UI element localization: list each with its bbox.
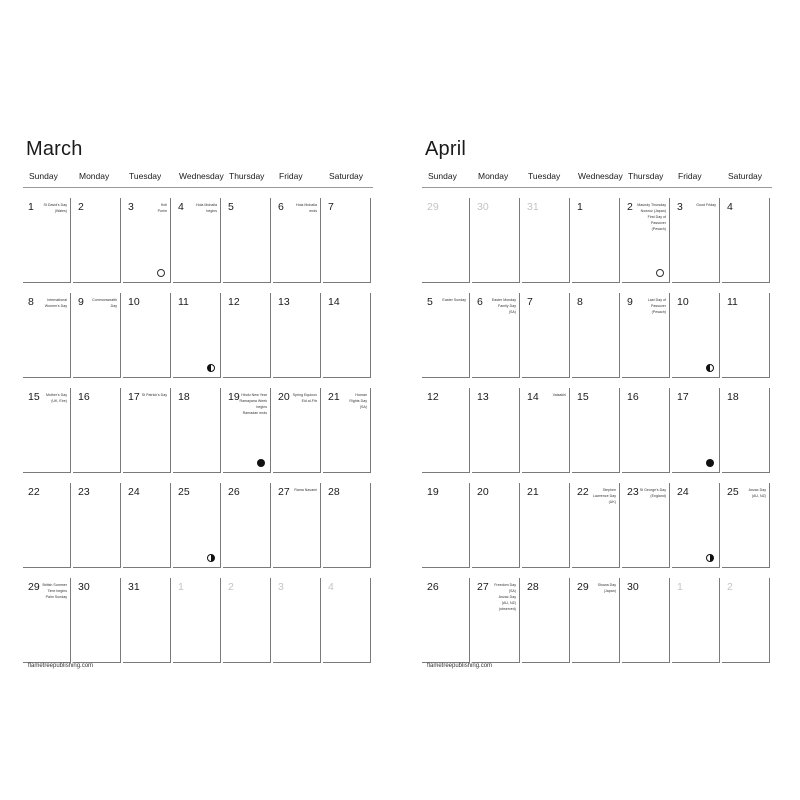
day-number: 29: [28, 581, 40, 593]
day-number: 18: [727, 391, 739, 403]
day-number: 21: [328, 391, 340, 403]
day-cell[interactable]: [722, 293, 770, 378]
month-title: April: [425, 138, 467, 160]
day-cell[interactable]: [672, 388, 720, 473]
event-label: Eid al-Fitr: [301, 398, 317, 403]
event-label: Passover: [651, 220, 666, 225]
last-moon-icon: [706, 364, 714, 372]
day-cell[interactable]: [323, 293, 371, 378]
day-number: 7: [328, 201, 334, 213]
day-number: 29: [427, 201, 439, 213]
day-number: 16: [78, 391, 90, 403]
event-label: (SA): [508, 588, 516, 593]
day-cell[interactable]: [622, 578, 670, 663]
day-cell[interactable]: [323, 388, 371, 473]
day-cell[interactable]: [522, 578, 570, 663]
event-label: Time begins: [47, 588, 67, 593]
day-events: [634, 203, 666, 233]
publisher-footer: flametreepublishing.com: [28, 663, 94, 669]
day-number: 1: [677, 581, 683, 593]
day-cell[interactable]: [23, 483, 71, 568]
day-cell[interactable]: [722, 198, 770, 283]
month-title: March: [26, 138, 83, 160]
event-label: begins: [256, 404, 267, 409]
day-cell[interactable]: [622, 198, 670, 283]
day-cell[interactable]: [422, 388, 470, 473]
day-number: 8: [577, 296, 583, 308]
event-label: Human: [355, 393, 367, 397]
day-number: 20: [477, 486, 489, 498]
day-number: 25: [178, 486, 190, 498]
day-number: 24: [677, 486, 689, 498]
day-cell[interactable]: [73, 198, 121, 283]
day-number: 1: [28, 201, 34, 213]
first-moon-icon: [207, 554, 215, 562]
day-events: [484, 583, 516, 613]
day-cell[interactable]: [672, 293, 720, 378]
day-number: 17: [677, 391, 689, 403]
day-number: 31: [128, 581, 140, 593]
event-label: Rights Day: [349, 398, 367, 403]
day-number: 13: [278, 296, 290, 308]
day-cell[interactable]: [572, 198, 620, 283]
event-label: (SA): [508, 309, 516, 314]
day-events: [684, 203, 716, 209]
day-number: 18: [178, 391, 190, 403]
day-number: 12: [228, 296, 240, 308]
day-number: 5: [228, 201, 234, 213]
day-number: 23: [627, 486, 639, 498]
day-cell[interactable]: [123, 578, 171, 663]
day-events: [35, 203, 67, 215]
day-cell[interactable]: [323, 198, 371, 283]
weekday-saturday: Saturday: [323, 170, 373, 188]
weekday-sunday: Sunday: [23, 170, 73, 188]
event-label: begins: [206, 208, 217, 213]
day-cell[interactable]: [722, 578, 770, 663]
day-cell[interactable]: [23, 293, 71, 378]
day-events: [235, 393, 267, 417]
full-moon-icon: [656, 269, 664, 277]
day-events: [285, 393, 317, 405]
day-cell[interactable]: [273, 388, 321, 473]
event-label: Anzac Day: [748, 488, 766, 492]
event-label: Mother's Day: [45, 393, 67, 397]
day-events: [484, 298, 516, 316]
day-events: [584, 583, 616, 595]
day-number: 6: [477, 296, 483, 308]
event-label: (UK, Eire): [51, 398, 67, 403]
event-label: Showa Day: [597, 583, 616, 587]
day-cell[interactable]: [223, 578, 271, 663]
day-cell[interactable]: [522, 293, 570, 378]
event-label: Hindu New Year: [241, 393, 267, 397]
day-events: [434, 298, 466, 304]
event-label: ends: [309, 208, 317, 213]
event-label: Anzac Day: [498, 594, 516, 599]
day-number: 2: [627, 201, 633, 213]
event-label: (observed): [498, 606, 516, 611]
event-label: Palm Sunday: [45, 594, 67, 599]
day-events: [285, 488, 317, 494]
day-cell[interactable]: [73, 293, 121, 378]
day-number: 29: [577, 581, 589, 593]
day-number: 22: [577, 486, 589, 498]
event-label: St David's Day: [43, 203, 67, 207]
day-number: 4: [178, 201, 184, 213]
event-label: First Day of: [647, 214, 666, 219]
calendar-page-april: [421, 0, 781, 800]
day-cell[interactable]: [472, 578, 520, 663]
event-label: St George's Day: [639, 488, 666, 492]
day-events: [85, 298, 117, 310]
day-cell[interactable]: [422, 483, 470, 568]
event-label: Purim: [157, 208, 167, 213]
day-cell[interactable]: [23, 198, 71, 283]
day-cell[interactable]: [223, 293, 271, 378]
weekday-monday: Monday: [472, 170, 522, 188]
day-cell[interactable]: [522, 483, 570, 568]
event-label: Day: [110, 303, 117, 308]
event-label: (SA): [359, 404, 367, 409]
event-label: (Pesach): [651, 309, 666, 314]
event-label: (AU, NZ): [751, 493, 766, 498]
day-number: 1: [577, 201, 583, 213]
event-label: St Patrick's Day: [141, 393, 167, 397]
weekday-sunday: Sunday: [422, 170, 472, 188]
day-number: 5: [427, 296, 433, 308]
publisher-footer: flametreepublishing.com: [427, 663, 493, 669]
day-number: 22: [28, 486, 40, 498]
day-number: 26: [427, 581, 439, 593]
day-cell[interactable]: [173, 578, 221, 663]
new-moon-icon: [706, 459, 714, 467]
event-label: Hola Mohalla: [296, 203, 317, 207]
day-events: [35, 393, 67, 405]
day-cell[interactable]: [522, 388, 570, 473]
day-number: 14: [527, 391, 539, 403]
day-cell[interactable]: [622, 483, 670, 568]
day-number: 6: [278, 201, 284, 213]
day-number: 19: [228, 391, 240, 403]
day-events: [35, 298, 67, 310]
event-label: Easter Sunday: [442, 298, 466, 302]
weekday-friday: Friday: [672, 170, 722, 188]
day-number: 13: [477, 391, 489, 403]
day-events: [135, 203, 167, 215]
day-number: 28: [527, 581, 539, 593]
day-number: 2: [228, 581, 234, 593]
day-cell[interactable]: [173, 198, 221, 283]
weekday-wednesday: Wednesday: [572, 170, 622, 188]
day-cell[interactable]: [522, 198, 570, 283]
day-events: [185, 203, 217, 215]
weekday-thursday: Thursday: [622, 170, 672, 188]
weekday-thursday: Thursday: [223, 170, 273, 188]
day-number: 30: [477, 201, 489, 213]
day-number: 27: [477, 581, 489, 593]
month-grid: [22, 198, 382, 658]
day-cell[interactable]: [273, 578, 321, 663]
day-cell[interactable]: [572, 578, 620, 663]
event-label: Family Day: [498, 303, 516, 308]
day-number: 2: [78, 201, 84, 213]
day-number: 19: [427, 486, 439, 498]
day-number: 26: [228, 486, 240, 498]
calendar-page-march: [22, 0, 382, 800]
day-number: 10: [677, 296, 689, 308]
weekday-header: [22, 170, 382, 188]
event-label: Freedom Day: [494, 583, 516, 587]
event-label: Women's Day: [44, 303, 67, 308]
day-number: 10: [128, 296, 140, 308]
day-events: [534, 393, 566, 399]
day-number: 20: [278, 391, 290, 403]
day-number: 1: [178, 581, 184, 593]
day-events: [135, 393, 167, 399]
event-label: Maundy Thursday: [637, 203, 666, 207]
event-label: Spring Equinox: [292, 393, 317, 397]
day-cell[interactable]: [123, 388, 171, 473]
day-cell[interactable]: [223, 483, 271, 568]
day-cell[interactable]: [722, 483, 770, 568]
day-cell[interactable]: [273, 293, 321, 378]
month-grid: [421, 198, 781, 658]
weekday-saturday: Saturday: [722, 170, 772, 188]
last-moon-icon: [207, 364, 215, 372]
day-cell[interactable]: [223, 198, 271, 283]
event-label: (UK): [608, 499, 616, 504]
day-cell[interactable]: [23, 388, 71, 473]
event-label: Stephen: [602, 488, 616, 492]
day-number: 3: [278, 581, 284, 593]
day-events: [335, 393, 367, 411]
day-cell[interactable]: [323, 578, 371, 663]
day-cell[interactable]: [422, 198, 470, 283]
day-cell[interactable]: [123, 293, 171, 378]
day-events: [634, 298, 666, 316]
event-label: British Summer: [42, 583, 67, 587]
day-cell[interactable]: [173, 293, 221, 378]
day-number: 14: [328, 296, 340, 308]
event-label: (Wales): [54, 208, 67, 213]
event-label: Easter Monday: [491, 298, 516, 302]
day-cell[interactable]: [73, 578, 121, 663]
day-cell[interactable]: [223, 388, 271, 473]
day-cell[interactable]: [672, 578, 720, 663]
event-label: Passover: [651, 303, 666, 308]
day-cell[interactable]: [273, 198, 321, 283]
day-cell[interactable]: [73, 388, 121, 473]
event-label: (Pesach): [651, 226, 666, 231]
day-cell[interactable]: [672, 198, 720, 283]
day-number: 27: [278, 486, 290, 498]
day-number: 28: [328, 486, 340, 498]
event-label: Last Day of: [647, 298, 666, 302]
event-label: Lawrence Day: [593, 493, 616, 498]
event-label: International: [47, 298, 67, 302]
day-number: 4: [727, 201, 733, 213]
weekday-wednesday: Wednesday: [173, 170, 223, 188]
day-number: 4: [328, 581, 334, 593]
event-label: Good Friday: [696, 203, 716, 207]
day-number: 17: [128, 391, 140, 403]
day-number: 15: [28, 391, 40, 403]
day-cell[interactable]: [23, 578, 71, 663]
day-events: [734, 488, 766, 500]
event-label: Rama Navami: [294, 488, 317, 492]
day-number: 12: [427, 391, 439, 403]
weekday-tuesday: Tuesday: [123, 170, 173, 188]
event-label: (AU, NZ): [501, 600, 516, 605]
day-number: 8: [28, 296, 34, 308]
day-events: [634, 488, 666, 500]
day-cell[interactable]: [422, 578, 470, 663]
day-number: 9: [78, 296, 84, 308]
weekday-friday: Friday: [273, 170, 323, 188]
day-cell[interactable]: [672, 483, 720, 568]
weekday-header: [421, 170, 781, 188]
event-label: (Japan): [603, 588, 616, 593]
day-number: 2: [727, 581, 733, 593]
day-cell[interactable]: [273, 483, 321, 568]
event-label: Holi: [160, 203, 167, 207]
day-number: 11: [727, 296, 738, 308]
day-number: 15: [577, 391, 589, 403]
day-cell[interactable]: [323, 483, 371, 568]
event-label: Vaisakhi: [552, 393, 566, 397]
weekday-tuesday: Tuesday: [522, 170, 572, 188]
day-cell[interactable]: [472, 198, 520, 283]
day-number: 11: [178, 296, 189, 308]
full-moon-icon: [157, 269, 165, 277]
day-number: 21: [527, 486, 539, 498]
day-number: 31: [527, 201, 539, 213]
day-number: 7: [527, 296, 533, 308]
day-number: 16: [627, 391, 639, 403]
day-number: 24: [128, 486, 140, 498]
first-moon-icon: [706, 554, 714, 562]
day-events: [584, 488, 616, 506]
day-cell[interactable]: [722, 388, 770, 473]
day-number: 30: [627, 581, 639, 593]
day-number: 9: [627, 296, 633, 308]
day-cell[interactable]: [422, 293, 470, 378]
event-label: Nowruz (Japan): [640, 208, 666, 213]
event-label: Ramadan ends: [242, 410, 267, 415]
day-cell[interactable]: [572, 483, 620, 568]
day-number: 23: [78, 486, 90, 498]
day-cell[interactable]: [173, 483, 221, 568]
event-label: Ramayana Week: [239, 398, 267, 403]
day-cell[interactable]: [123, 198, 171, 283]
day-cell[interactable]: [472, 293, 520, 378]
event-label: Hola Mohalla: [196, 203, 217, 207]
weekday-monday: Monday: [73, 170, 123, 188]
day-cell[interactable]: [472, 483, 520, 568]
new-moon-icon: [257, 459, 265, 467]
day-events: [35, 583, 67, 601]
day-cell[interactable]: [622, 293, 670, 378]
event-label: (England): [650, 493, 666, 498]
day-cell[interactable]: [622, 388, 670, 473]
day-cell[interactable]: [73, 483, 121, 568]
day-cell[interactable]: [572, 293, 620, 378]
day-cell[interactable]: [472, 388, 520, 473]
day-number: 3: [128, 201, 134, 213]
day-cell[interactable]: [123, 483, 171, 568]
day-number: 30: [78, 581, 90, 593]
day-cell[interactable]: [572, 388, 620, 473]
day-cell[interactable]: [173, 388, 221, 473]
day-number: 25: [727, 486, 739, 498]
day-events: [285, 203, 317, 215]
event-label: Commonwealth: [92, 298, 117, 302]
day-number: 3: [677, 201, 683, 213]
